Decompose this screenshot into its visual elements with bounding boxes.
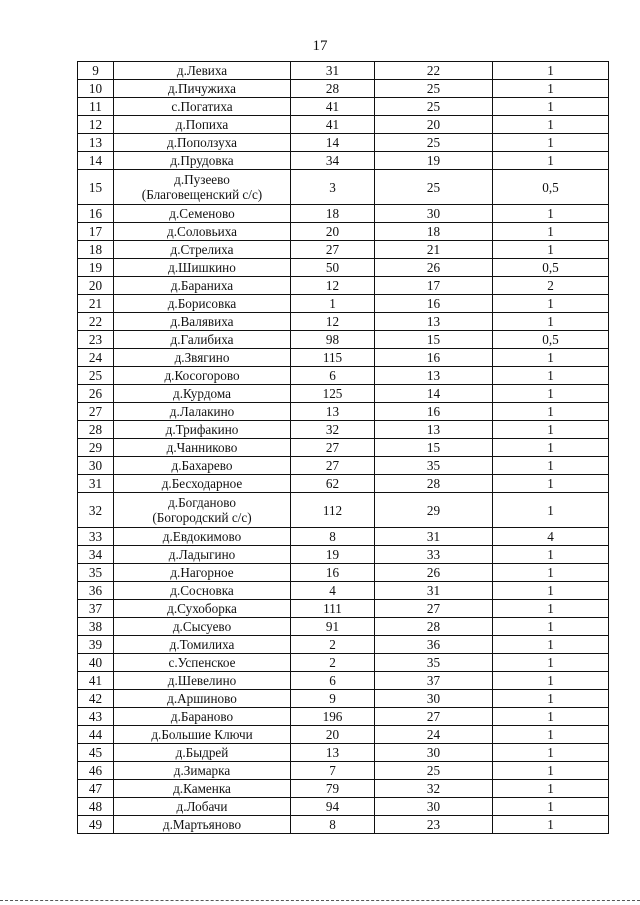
settlement-name-cell (114, 457, 291, 475)
settlement-name-cell (114, 654, 291, 672)
settlement-name-line: д.Бараново (170, 709, 234, 724)
value-c-cell: 1 (493, 205, 609, 223)
row-number-cell: 29 (78, 439, 114, 457)
value-b-cell: 13 (375, 367, 493, 385)
settlement-name-cell (114, 349, 291, 367)
value-a-cell: 2 (291, 654, 375, 672)
value-a-cell: 111 (291, 600, 375, 618)
settlement-name-cell (114, 367, 291, 385)
value-c-cell: 1 (493, 80, 609, 98)
settlement-name-line: д.Валявиха (170, 314, 234, 329)
value-b-cell: 30 (375, 798, 493, 816)
row-number-cell: 49 (78, 816, 114, 834)
row-number-cell: 28 (78, 421, 114, 439)
value-b-cell: 28 (375, 618, 493, 636)
value-c-cell: 1 (493, 62, 609, 80)
settlement-name-cell (114, 816, 291, 834)
value-c-cell: 1 (493, 618, 609, 636)
table-row (78, 600, 609, 618)
value-c-cell: 1 (493, 564, 609, 582)
value-c-cell: 1 (493, 744, 609, 762)
row-number-cell: 47 (78, 780, 114, 798)
row-number-cell: 35 (78, 564, 114, 582)
settlement-name-line: д.Стрелиха (170, 242, 234, 257)
value-c-cell: 1 (493, 385, 609, 403)
row-number-cell: 15 (78, 170, 114, 205)
settlement-name-line: д.Богданово (168, 495, 236, 510)
row-number-cell: 9 (78, 62, 114, 80)
table-row (78, 762, 609, 780)
settlement-name-line: д.Чанниково (166, 440, 238, 455)
row-number-cell: 46 (78, 762, 114, 780)
settlement-name-cell (114, 493, 291, 528)
table-row (78, 708, 609, 726)
value-c-cell: 0,5 (493, 170, 609, 205)
settlement-name-cell (114, 385, 291, 403)
value-c-cell: 1 (493, 367, 609, 385)
value-a-cell: 8 (291, 528, 375, 546)
value-a-cell: 112 (291, 493, 375, 528)
settlement-name-line: д.Сухоборка (167, 601, 237, 616)
row-number-cell: 37 (78, 600, 114, 618)
value-a-cell: 13 (291, 744, 375, 762)
settlement-name-line: д.Трифакино (165, 422, 239, 437)
table-row (78, 816, 609, 834)
settlement-name-cell (114, 62, 291, 80)
table-row (78, 618, 609, 636)
row-number-cell: 22 (78, 313, 114, 331)
row-number-cell: 30 (78, 457, 114, 475)
settlement-name-cell (114, 546, 291, 564)
settlement-name-cell (114, 780, 291, 798)
row-number-cell: 19 (78, 259, 114, 277)
settlement-name-line: д.Шишкино (168, 260, 236, 275)
table-row (78, 528, 609, 546)
settlements-table (77, 61, 609, 834)
value-c-cell: 1 (493, 116, 609, 134)
row-number-cell: 44 (78, 726, 114, 744)
settlement-name-cell (114, 205, 291, 223)
value-a-cell: 1 (291, 295, 375, 313)
row-number-cell: 48 (78, 798, 114, 816)
settlement-name-line: д.Бесходарное (161, 476, 243, 491)
settlement-name-cell (114, 134, 291, 152)
settlement-name-line: д.Бахарево (171, 458, 233, 473)
value-b-cell: 19 (375, 152, 493, 170)
scan-edge-line (0, 900, 640, 901)
table-row (78, 403, 609, 421)
value-b-cell: 29 (375, 493, 493, 528)
row-number-cell: 24 (78, 349, 114, 367)
row-number-cell: 42 (78, 690, 114, 708)
value-c-cell: 1 (493, 708, 609, 726)
settlement-name-cell (114, 582, 291, 600)
value-a-cell: 19 (291, 546, 375, 564)
value-b-cell: 31 (375, 582, 493, 600)
value-a-cell: 41 (291, 98, 375, 116)
settlement-name-line: д.Ладыгино (168, 547, 236, 562)
table-row (78, 170, 609, 205)
page-number: 17 (312, 38, 328, 54)
table-row (78, 152, 609, 170)
value-b-cell: 16 (375, 349, 493, 367)
settlement-name-cell (114, 80, 291, 98)
value-b-cell: 20 (375, 116, 493, 134)
settlement-name-line: д.Аршиново (167, 691, 237, 706)
table-row (78, 636, 609, 654)
settlement-name-cell (114, 259, 291, 277)
value-a-cell: 115 (291, 349, 375, 367)
value-a-cell: 12 (291, 277, 375, 295)
value-c-cell: 1 (493, 475, 609, 493)
table-row (78, 493, 609, 528)
value-a-cell: 7 (291, 762, 375, 780)
settlement-name-cell (114, 116, 291, 134)
value-a-cell: 13 (291, 403, 375, 421)
table-row (78, 546, 609, 564)
value-a-cell: 62 (291, 475, 375, 493)
value-c-cell: 1 (493, 654, 609, 672)
value-c-cell: 1 (493, 726, 609, 744)
value-b-cell: 32 (375, 780, 493, 798)
row-number-cell: 43 (78, 708, 114, 726)
settlement-name-line: д.Мартьяново (162, 817, 242, 832)
value-a-cell: 9 (291, 690, 375, 708)
value-a-cell: 31 (291, 62, 375, 80)
settlement-name-cell (114, 762, 291, 780)
table-row (78, 259, 609, 277)
settlement-name-cell (114, 241, 291, 259)
settlement-name-cell (114, 672, 291, 690)
value-b-cell: 15 (375, 331, 493, 349)
settlement-name-cell (114, 313, 291, 331)
value-c-cell: 1 (493, 798, 609, 816)
settlement-name-line: д.Пичужиха (167, 81, 237, 96)
row-number-cell: 17 (78, 223, 114, 241)
value-b-cell: 25 (375, 134, 493, 152)
row-number-cell: 11 (78, 98, 114, 116)
value-b-cell: 13 (375, 313, 493, 331)
value-b-cell: 28 (375, 475, 493, 493)
table-row (78, 205, 609, 223)
value-b-cell: 30 (375, 744, 493, 762)
value-c-cell: 1 (493, 223, 609, 241)
settlement-name-line: д.Нагорное (170, 565, 234, 580)
table-row (78, 385, 609, 403)
value-a-cell: 32 (291, 421, 375, 439)
row-number-cell: 32 (78, 493, 114, 528)
value-b-cell: 16 (375, 403, 493, 421)
value-c-cell: 2 (493, 277, 609, 295)
settlement-name-line: д.Большие Ключи (151, 727, 253, 742)
value-b-cell: 25 (375, 762, 493, 780)
settlement-name-line: д.Лобачи (176, 799, 228, 814)
settlement-name-line: д.Левиха (176, 63, 228, 78)
value-b-cell: 16 (375, 295, 493, 313)
row-number-cell: 26 (78, 385, 114, 403)
table-row (78, 654, 609, 672)
value-a-cell: 28 (291, 80, 375, 98)
settlement-name-cell (114, 403, 291, 421)
settlement-name-cell (114, 98, 291, 116)
value-c-cell: 0,5 (493, 331, 609, 349)
table-row (78, 241, 609, 259)
settlement-name-cell (114, 690, 291, 708)
row-number-cell: 39 (78, 636, 114, 654)
value-c-cell: 1 (493, 403, 609, 421)
value-c-cell: 1 (493, 152, 609, 170)
settlement-name-line: д.Курдома (173, 386, 231, 401)
value-a-cell: 27 (291, 439, 375, 457)
value-b-cell: 25 (375, 98, 493, 116)
value-b-cell: 31 (375, 528, 493, 546)
value-b-cell: 13 (375, 421, 493, 439)
row-number-cell: 13 (78, 134, 114, 152)
value-a-cell: 91 (291, 618, 375, 636)
value-b-cell: 25 (375, 80, 493, 98)
settlement-name-line: (Богородский с/с) (152, 510, 252, 525)
value-c-cell: 1 (493, 582, 609, 600)
value-b-cell: 18 (375, 223, 493, 241)
value-c-cell: 1 (493, 636, 609, 654)
settlement-name-cell (114, 798, 291, 816)
value-c-cell: 0,5 (493, 259, 609, 277)
value-a-cell: 3 (291, 170, 375, 205)
settlement-name-cell (114, 600, 291, 618)
value-c-cell: 1 (493, 493, 609, 528)
value-a-cell: 34 (291, 152, 375, 170)
settlement-name-line: д.Косогорово (164, 368, 240, 383)
table-row (78, 80, 609, 98)
value-c-cell: 4 (493, 528, 609, 546)
settlement-name-cell (114, 152, 291, 170)
table-row (78, 457, 609, 475)
table-row (78, 564, 609, 582)
settlement-name-line: д.Зимарка (173, 763, 231, 778)
row-number-cell: 34 (78, 546, 114, 564)
settlement-name-line: д.Бараниха (170, 278, 234, 293)
settlement-name-line: д.Борисовка (167, 296, 237, 311)
value-a-cell: 2 (291, 636, 375, 654)
value-a-cell: 196 (291, 708, 375, 726)
settlement-name-line: д.Галибиха (170, 332, 234, 347)
table-body (78, 62, 609, 834)
table-row (78, 331, 609, 349)
table-row (78, 780, 609, 798)
table-row (78, 349, 609, 367)
settlement-name-cell (114, 726, 291, 744)
table-row (78, 726, 609, 744)
table-row (78, 62, 609, 80)
row-number-cell: 14 (78, 152, 114, 170)
settlement-name-line: д.Томилиха (169, 637, 235, 652)
row-number-cell: 23 (78, 331, 114, 349)
value-a-cell: 4 (291, 582, 375, 600)
row-number-cell: 16 (78, 205, 114, 223)
value-c-cell: 1 (493, 780, 609, 798)
value-b-cell: 26 (375, 259, 493, 277)
settlement-name-cell (114, 564, 291, 582)
value-c-cell: 1 (493, 295, 609, 313)
value-a-cell: 14 (291, 134, 375, 152)
settlement-name-line: д.Быдрей (175, 745, 229, 760)
row-number-cell: 12 (78, 116, 114, 134)
settlement-name-line: д.Поползуха (167, 135, 237, 150)
value-a-cell: 27 (291, 457, 375, 475)
table-row (78, 582, 609, 600)
value-b-cell: 27 (375, 708, 493, 726)
row-number-cell: 45 (78, 744, 114, 762)
table-row (78, 116, 609, 134)
settlement-name-cell (114, 170, 291, 205)
table-row (78, 367, 609, 385)
settlement-name-line: д.Каменка (173, 781, 231, 796)
settlement-name-cell (114, 528, 291, 546)
value-c-cell: 1 (493, 600, 609, 618)
settlement-name-line: д.Евдокимово (162, 529, 242, 544)
settlement-name-line: д.Семеново (169, 206, 235, 221)
value-b-cell: 35 (375, 457, 493, 475)
settlement-name-line: д.Сосновка (170, 583, 234, 598)
settlement-name-cell (114, 295, 291, 313)
value-b-cell: 17 (375, 277, 493, 295)
value-c-cell: 1 (493, 241, 609, 259)
value-b-cell: 30 (375, 205, 493, 223)
settlement-name-line: д.Прудовка (170, 153, 234, 168)
settlement-name-cell (114, 223, 291, 241)
table-row (78, 223, 609, 241)
settlement-name-line: д.Пузеево (174, 172, 230, 187)
value-c-cell: 1 (493, 349, 609, 367)
value-a-cell: 79 (291, 780, 375, 798)
value-a-cell: 27 (291, 241, 375, 259)
value-c-cell: 1 (493, 672, 609, 690)
value-a-cell: 12 (291, 313, 375, 331)
row-number-cell: 21 (78, 295, 114, 313)
value-a-cell: 6 (291, 367, 375, 385)
value-a-cell: 20 (291, 726, 375, 744)
row-number-cell: 20 (78, 277, 114, 295)
table-row (78, 295, 609, 313)
settlement-name-cell (114, 331, 291, 349)
value-a-cell: 6 (291, 672, 375, 690)
value-b-cell: 33 (375, 546, 493, 564)
table-row (78, 313, 609, 331)
value-c-cell: 1 (493, 439, 609, 457)
value-b-cell: 24 (375, 726, 493, 744)
table-row (78, 798, 609, 816)
value-c-cell: 1 (493, 313, 609, 331)
settlement-name-line: д.Соловьиха (167, 224, 237, 239)
value-c-cell: 1 (493, 457, 609, 475)
settlement-name-line: д.Лалакино (169, 404, 235, 419)
value-a-cell: 125 (291, 385, 375, 403)
value-b-cell: 21 (375, 241, 493, 259)
value-c-cell: 1 (493, 690, 609, 708)
table-row (78, 421, 609, 439)
settlement-name-cell (114, 421, 291, 439)
value-b-cell: 26 (375, 564, 493, 582)
value-a-cell: 18 (291, 205, 375, 223)
table-row (78, 98, 609, 116)
value-c-cell: 1 (493, 762, 609, 780)
value-a-cell: 94 (291, 798, 375, 816)
row-number-cell: 31 (78, 475, 114, 493)
row-number-cell: 25 (78, 367, 114, 385)
table-row (78, 672, 609, 690)
row-number-cell: 36 (78, 582, 114, 600)
settlement-name-line: д.Звягино (174, 350, 230, 365)
row-number-cell: 27 (78, 403, 114, 421)
value-c-cell: 1 (493, 98, 609, 116)
row-number-cell: 38 (78, 618, 114, 636)
value-c-cell: 1 (493, 134, 609, 152)
value-b-cell: 36 (375, 636, 493, 654)
value-a-cell: 20 (291, 223, 375, 241)
row-number-cell: 40 (78, 654, 114, 672)
settlement-name-line: (Благовещенский с/с) (141, 187, 263, 202)
value-b-cell: 27 (375, 600, 493, 618)
value-a-cell: 50 (291, 259, 375, 277)
table-row (78, 277, 609, 295)
table-row (78, 134, 609, 152)
settlement-name-line: с.Погатиха (171, 99, 233, 114)
value-b-cell: 30 (375, 690, 493, 708)
settlement-name-line: д.Шевелино (167, 673, 237, 688)
settlement-name-cell (114, 744, 291, 762)
settlement-name-cell (114, 277, 291, 295)
settlement-name-cell (114, 708, 291, 726)
value-b-cell: 22 (375, 62, 493, 80)
value-c-cell: 1 (493, 816, 609, 834)
settlement-name-line: д.Сысуево (172, 619, 232, 634)
table-row (78, 475, 609, 493)
row-number-cell: 18 (78, 241, 114, 259)
row-number-cell: 10 (78, 80, 114, 98)
value-b-cell: 35 (375, 654, 493, 672)
settlement-name-cell (114, 618, 291, 636)
table-row (78, 690, 609, 708)
settlement-name-line: д.Попиха (175, 117, 229, 132)
settlement-name-cell (114, 439, 291, 457)
value-c-cell: 1 (493, 421, 609, 439)
value-b-cell: 37 (375, 672, 493, 690)
settlement-name-cell (114, 475, 291, 493)
row-number-cell: 33 (78, 528, 114, 546)
settlement-name-cell (114, 636, 291, 654)
value-c-cell: 1 (493, 546, 609, 564)
table-row (78, 744, 609, 762)
value-a-cell: 8 (291, 816, 375, 834)
value-b-cell: 25 (375, 170, 493, 205)
value-b-cell: 15 (375, 439, 493, 457)
value-a-cell: 16 (291, 564, 375, 582)
value-a-cell: 98 (291, 331, 375, 349)
value-b-cell: 23 (375, 816, 493, 834)
row-number-cell: 41 (78, 672, 114, 690)
settlement-name-line: с.Успенское (168, 655, 236, 670)
table-row (78, 439, 609, 457)
value-a-cell: 41 (291, 116, 375, 134)
value-b-cell: 14 (375, 385, 493, 403)
